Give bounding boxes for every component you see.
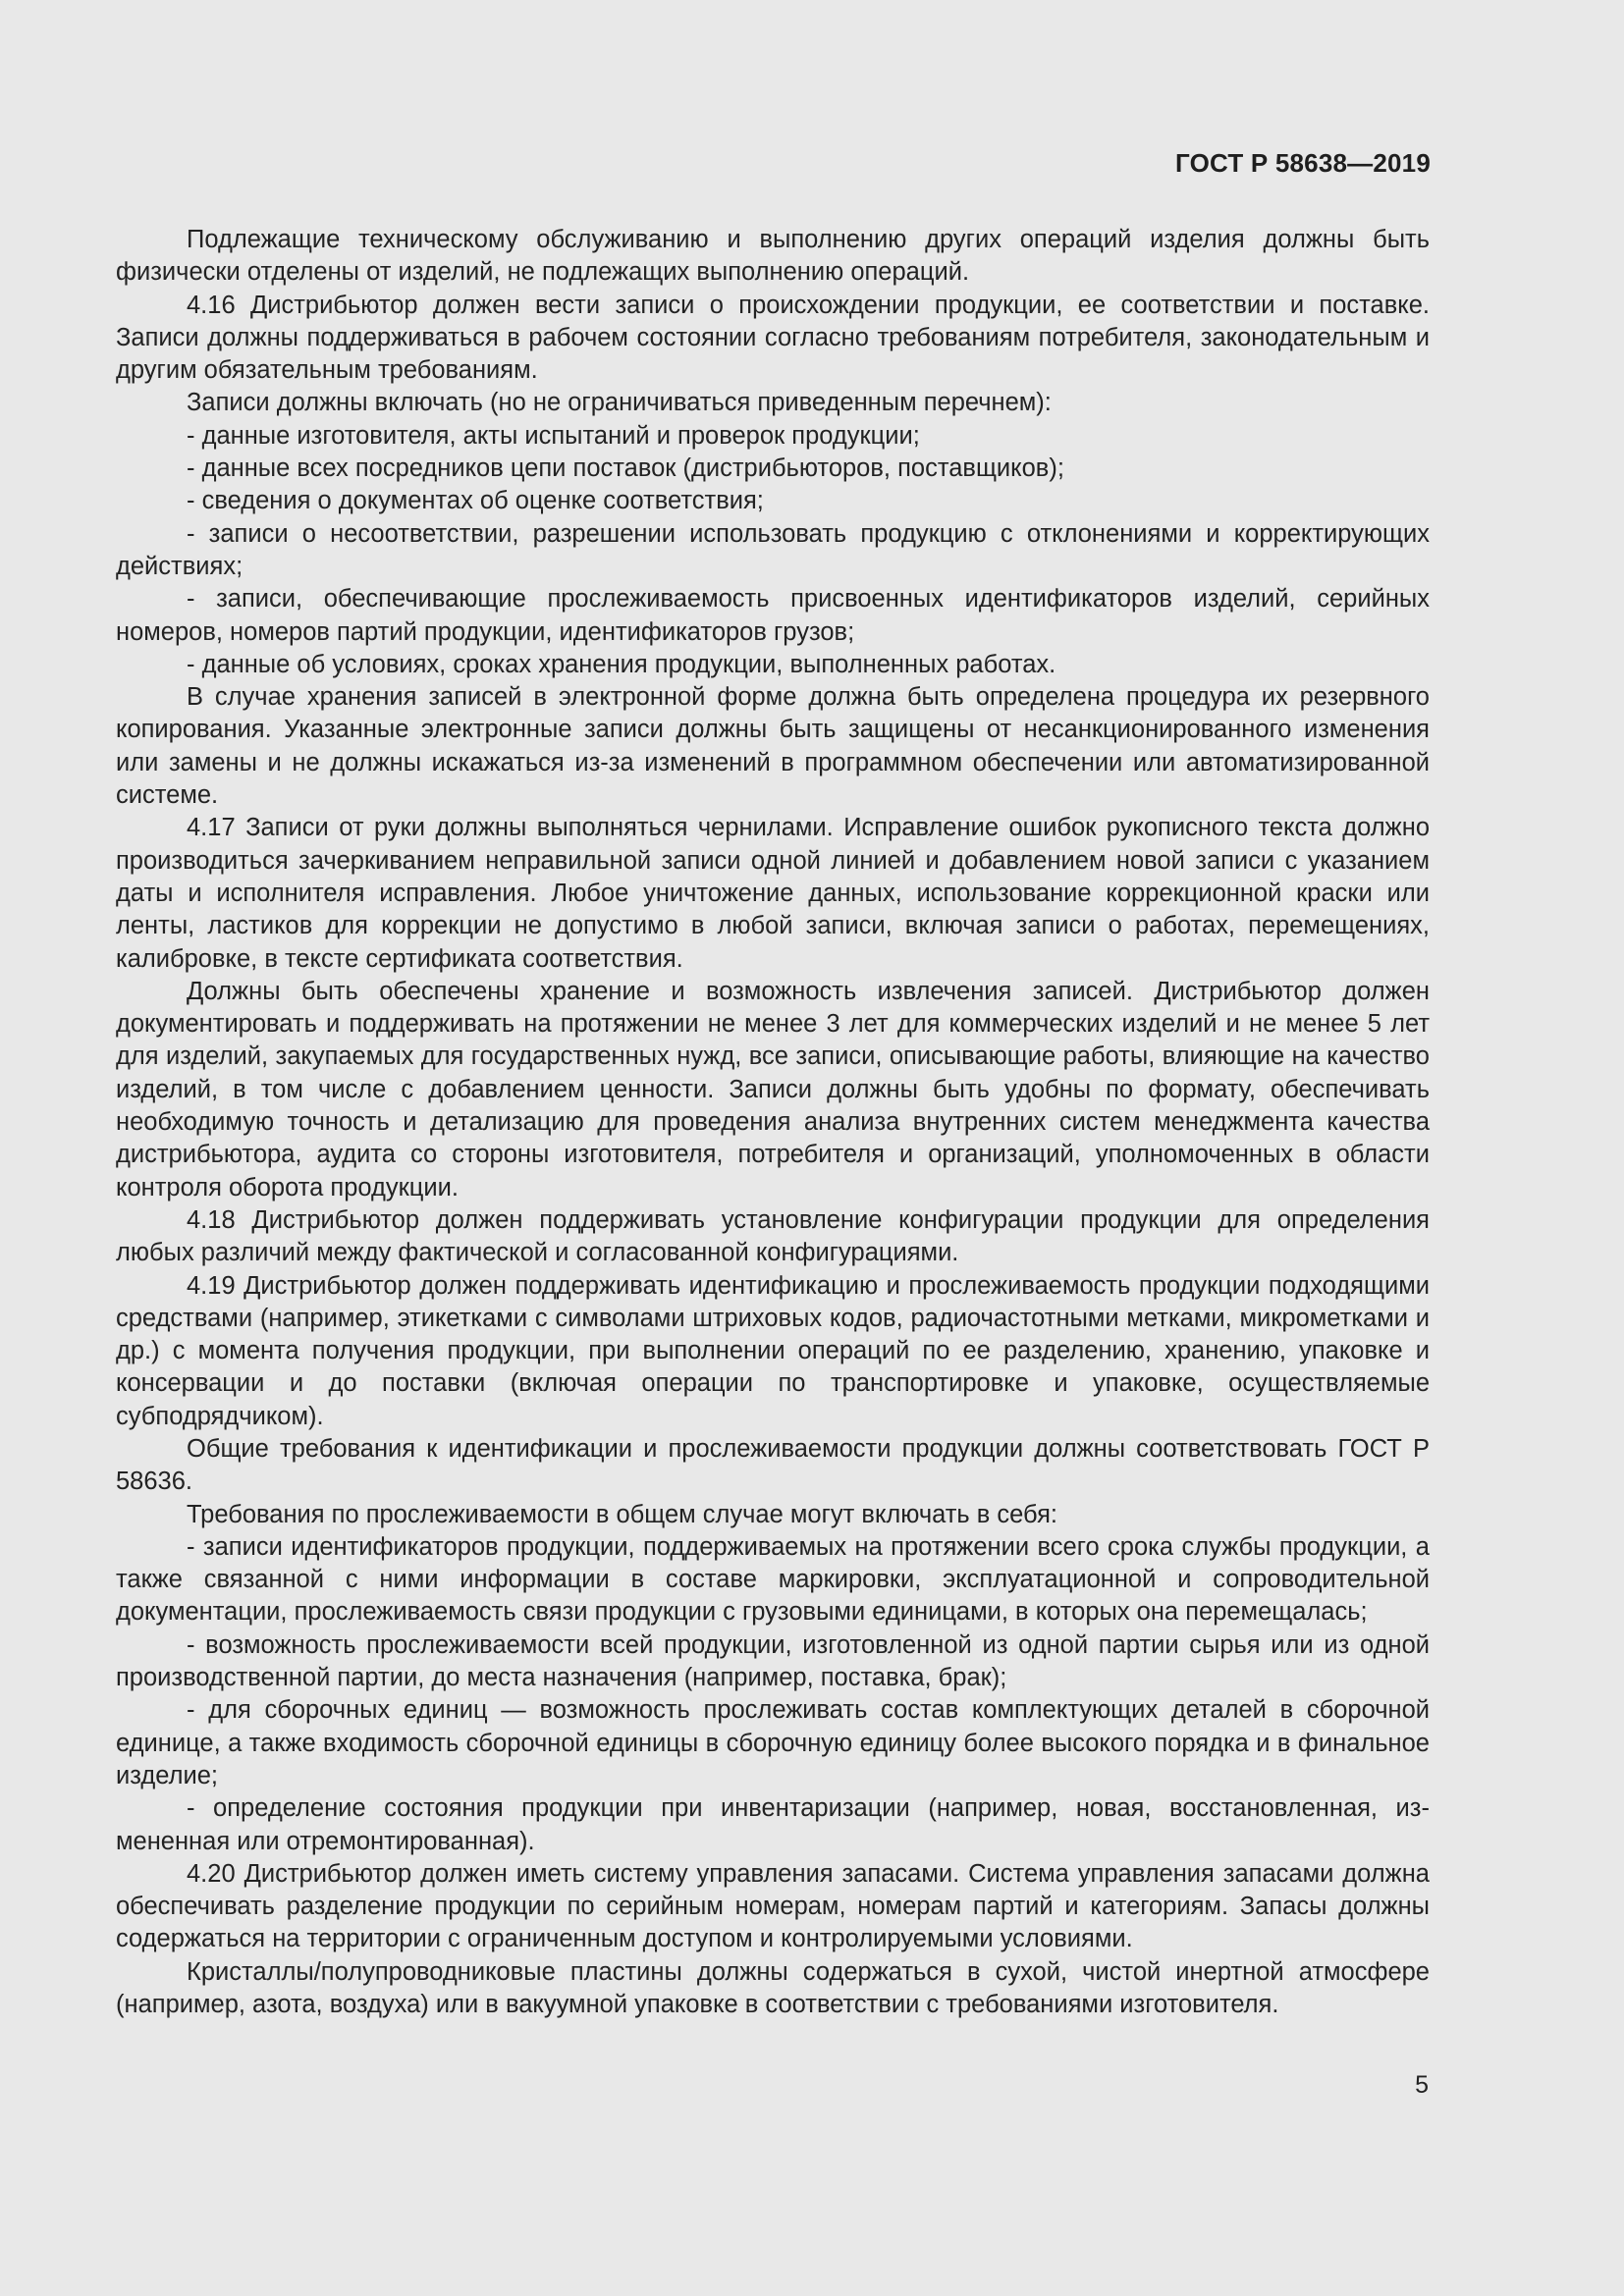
list-item: - данные всех посредников цепи поставок (дистрибьюторов, поставщиков); <box>187 454 1064 483</box>
clause-4-17: 4.17 Записи от руки должны выполняться чернилами. Исправление ошибок рукописного текста должно производиться зачеркиванием неправильной записи одной линией и добавлением новой записи с указанием даты и исполнителя исправления. Любое уничтожение данных, использование коррекционной краски или ленты, ластиков для коррекции не допустимо в любой записи, включая записи о работах, перемещениях, калибровке, в тексте сертификата соответствия. <box>116 814 1430 973</box>
list-item: - записи о несоответствии, разрешении использовать продукцию с отклонениями и корректирующих действиях; <box>116 519 1430 580</box>
clause-4-19: 4.19 Дистрибьютор должен поддерживать идентификацию и прослеживаемость продукции подходящими средствами (например, этикетками с символами штриховых кодов, радиочастотными метками, микрометками и др.) с момента получения продукции, при выполнении операций по ее разделению, хранению, упаковке и консервации и до поставки (включая операции по транспортировке и упаковке, осуществляемые субподрядчиком). <box>116 1271 1430 1430</box>
document-body <box>116 224 1430 2021</box>
paragraph: В случае хранения записей в электронной форме должна быть определена процедура их резервного копирования. Указанные электронные записи должны быть защищены от несанкционированного изменения или замены и не должны искажаться из-за изменений в программном обеспечении или автоматизированной системе. <box>116 683 1430 810</box>
list-item: - записи идентификаторов продукции, поддерживаемых на протяжении всего срока службы продукции, а также связанной с ними информации в составе маркировки, эксплуатационной и сопроводительной документации, прослеживаемость связи продукции с грузовыми единицами, в которых она перемещалась; <box>116 1532 1430 1627</box>
page-number: 5 <box>1415 2071 1429 2099</box>
paragraph: Подлежащие техническому обслуживанию и выполнению других операций изделия должны быть физически отделены от изделий, не подлежащих выполнению операций. <box>116 226 1430 287</box>
paragraph: Общие требования к идентификации и прослеживаемости продукции должны соответствовать ГОСТ Р 58636. <box>116 1434 1430 1496</box>
list-item: - записи, обеспечивающие прослеживаемость присвоенных идентификаторов изделий, серийных номеров, номеров партий продукции, идентификаторов грузов; <box>116 585 1430 646</box>
standard-header: ГОСТ Р 58638—2019 <box>1175 148 1431 178</box>
paragraph: Записи должны включать (но не ограничиваться приведенным перечнем): <box>187 389 1052 417</box>
clause-4-16: 4.16 Дистрибьютор должен вести записи о происхождении продукции, ее соответствии и поставке. Записи должны поддерживаться в рабочем состоянии согласно требованиям потребителя, законодательным и другим обязательным требованиям. <box>116 291 1430 385</box>
list-item: - данные об условиях, сроках хранения продукции, выполненных работах. <box>187 650 1056 678</box>
list-item: - определение состояния продукции при инвентаризации (например, новая, восстановленная, измененная или отремонтированная). <box>116 1794 1430 1855</box>
list-item: - сведения о документах об оценке соответствия; <box>187 487 764 515</box>
clause-4-18: 4.18 Дистрибьютор должен поддерживать установление конфигурации продукции для определения любых различий между фактической и согласованной конфигурациями. <box>116 1205 1430 1267</box>
list-item: - возможность прослеживаемости всей продукции, изготовленной из одной партии сырья или из одной производственной партии, до места назначения (например, поставка, брак); <box>116 1630 1430 1692</box>
paragraph: Требования по прослеживаемости в общем случае могут включать в себя: <box>187 1500 1057 1528</box>
paragraph: Должны быть обеспечены хранение и возможность извлечения записей. Дистрибьютор должен документировать и поддерживать на протяжении не менее 3 лет для коммерческих изделий и не менее 5 лет для изделий, закупаемых для государственных нужд, все записи, описывающие работы, влияющие на качество изделий, в том числе с добавлением ценности. Записи должны быть удобны по формату, обеспечивать необходимую точность и детализацию для проведения анализа внутренних систем менеджмента качества дистрибьютора, аудита со стороны изготовителя, потребителя и организаций, уполномоченных в области контроля оборота продукции. <box>116 977 1430 1201</box>
list-item: - данные изготовителя, акты испытаний и проверок продукции; <box>187 421 920 450</box>
clause-4-20: 4.20 Дистрибьютор должен иметь систему управления запасами. Система управления запасами должна обеспечивать разделение продукции по серийным номерам, номерам партий и категориям. Запасы должны содержаться на территории с ограниченным доступом и контролируемыми условиями. <box>116 1859 1430 1953</box>
list-item: - для сборочных единиц — возможность прослеживать состав комплектующих деталей в сборочной единице, а также входимость сборочной единицы в сборочную единицу более высокого порядка и в финальное изделие; <box>116 1696 1430 1789</box>
paragraph: Кристаллы/полупроводниковые пластины должны содержаться в сухой, чистой инертной атмосфере (например, азота, воздуха) или в вакуумной упаковке в соответствии с требованиями изготовителя. <box>116 1957 1430 2019</box>
